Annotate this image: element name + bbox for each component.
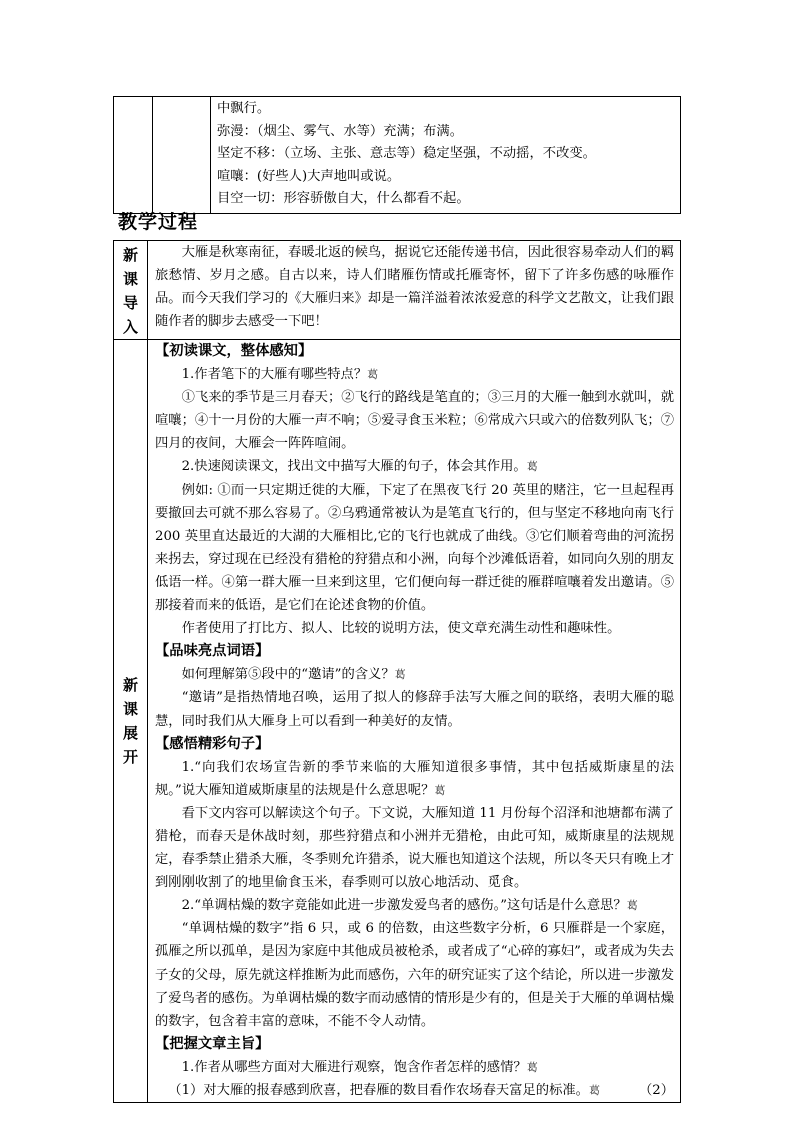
marker-glyph: 葛 [626,899,638,913]
marker-glyph: 葛 [526,1060,538,1074]
question-5: 2.“单调枯燥的数字竟能如此进一步激发爱鸟者的感伤。”这句话是什么意思？葛 [181,898,638,914]
intro-text: 大雁是秋寒南征，春暖北返的候鸟，据说它还能传递书信，因此很容易牵动人们的羁旅愁情、岁月之感。自古以来，诗人们睹雁伤情或托雁寄怀，留下了许多伤感的咏雁作品。而今天我们学习的《大雁归来》却是一篇洋溢着浓浓爱意的科学文艺散文，让我们跟随作者的脚步去感受一下吧！ [155,245,674,330]
marker-glyph: 葛 [367,368,379,382]
vocab-line: 喧嚷：(好些人)大声地叫或说。 [217,168,401,184]
heading-first-read: 【初读课文，整体感知】 [155,343,313,359]
answer-5: “单调枯燥的数字”指 6 只，或 6 的倍数，由这些数字分析，6 只雁群是一个家庭，孤雁之所以孤单，是因为家庭中其他成员被枪杀，或者成了“心碎的寡妇”，或者成为失去子女的父母，原先就这样推断为此而感伤，六年的研究证实了这个结论，所以进一步激发了爱鸟者的感伤。为单调枯燥的数字而动感情的情形是少有的，但是关于大雁的单调枯燥的数字，包含着丰富的意味，不能不令人动情。 [155,921,674,1029]
vocab-line: 坚定不移：（立场、主张、意志等）稳定坚强，不动摇，不改变。 [217,146,596,162]
heading-key-words: 【品味亮点词语】 [155,643,270,660]
question-2: 2.快速阅读课文，找出文中描写大雁的句子，体会其作用。葛 [181,459,538,475]
vocab-empty-cell-1 [114,97,153,214]
question-3: 如何理解第⑤段中的“邀请”的含义？葛 [181,667,406,683]
section-title: 教学过程 [118,211,199,233]
marker-glyph: 葛 [394,668,406,682]
answer-3: “邀请”是指热情地召唤，运用了拟人的修辞手法写大雁之间的联络，表明大雁的聪慧，同时我们从大雁身上可以看到一种美好的友情。 [155,690,674,729]
answer-2: 例如: ①而一只定期迁徙的大雁，下定了在黑夜飞行 20 英里的赌注，它一旦起程再要撤回去可就不那么容易了。②乌鸦通常被认为是笔直飞行的，但与坚定不移地向南飞行 200 英里直达最近的大湖的大雁相比,它的飞行也就成了曲线。③它们顺着弯曲的河流拐来拐去，穿过现在已经没有猎枪的狩猎点和小洲，向每个沙滩低语着，如同向久别的朋友低语一样。④第一群大雁一旦来到这里，它们便向每一群迁徙的雁群喧嚷着发出邀请。⑤那接着而来的低语，是它们在论述食物的价值。 [155,482,674,614]
heading-sentences: 【感悟精彩句子】 [155,735,270,752]
expand-content [148,340,681,1103]
expand-label: 新 课 展 开 [114,340,148,1103]
teaching-process-table [113,240,681,1103]
vocab-cell [211,97,681,214]
intro-row [114,241,681,340]
question-6: 1.作者从哪些方面对大雁进行观察，饱含作者怎样的感情？葛 [181,1059,538,1075]
heading-theme: 【把握文章主旨】 [155,1035,270,1052]
vocab-line: 中飘行。 [217,101,271,116]
intro-label: 新 课 导 入 [114,241,148,340]
answer-6: （1）对大雁的报春感到欣喜，把春雁的数目看作农场春天富足的标准。葛 （2） [168,1083,674,1098]
vocab-table [113,96,681,214]
marker-glyph: 葛 [434,783,446,797]
answer-2-summary: 作者使用了打比方、拟人、比较的说明方法，使文章充满生动性和趣味性。 [181,621,621,637]
question-1: 1.作者笔下的大雁有哪些特点？葛 [181,367,379,383]
answer-1: ①飞来的季节是三月春天；②飞行的路线是笔直的；③三月的大雁一触到水就叫，就喧嚷；④十一月份的大雁一声不响；⑤爱寻食玉米粒；⑥常成六只或六的倍数列队飞；⑦四月的夜间，大雁会一阵阵喧闹。 [155,390,674,452]
intro-content [148,241,681,340]
question-4: 1.“向我们农场宣告新的季节来临的大雁知道很多事情，其中包括威斯康星的法规。”说大雁知道威斯康星的法规是什么意思呢？葛 [155,759,674,798]
answer-4: 看下文内容可以解读这个句子。下文说，大雁知道 11 月份每个沼泽和池塘都布满了猎枪，而春天是休战时刻，那些狩猎点和小洲并无猎枪，由此可知，威斯康星的法规规定，春季禁止猎杀大雁，冬季则允许猎杀，说大雁也知道这个法规，所以冬天只有晚上才到刚刚收割了的地里偷食玉米，春季则可以放心地活动、觅食。 [155,805,674,891]
expand-row [114,340,681,1103]
marker-glyph: 葛 [588,1084,600,1097]
vocab-empty-cell-2 [153,97,211,214]
marker-glyph: 葛 [526,460,538,474]
vocab-line: 目空一切：形容骄傲自大，什么都看不起。 [217,191,470,207]
vocab-line: 弥漫：（烟尘、雾气、水等）充满；布满。 [217,123,463,139]
